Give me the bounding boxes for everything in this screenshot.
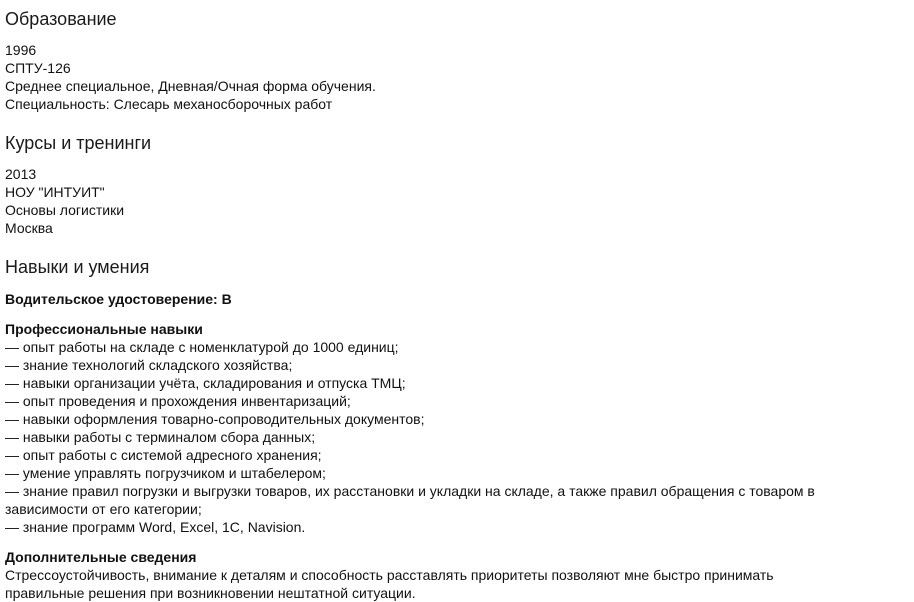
additional-info-heading: Дополнительные сведения [5, 549, 197, 565]
additional-info-text-line: правильные решения при возникновении нештатной ситуации. [5, 585, 416, 601]
additional-info-section [5, 548, 910, 602]
course-city: Москва [5, 220, 53, 236]
education-specialty: Специальность: Слесарь механосборочных работ [5, 96, 333, 112]
skill-item: — опыт работы с системой адресного хранения; [5, 447, 322, 463]
skill-item: — умение управлять погрузчиком и штабелером; [5, 465, 326, 481]
skill-item: — навыки оформления товарно-сопроводительных документов; [5, 411, 425, 427]
education-heading: Образование [5, 9, 117, 29]
education-section [5, 41, 376, 113]
education-year: 1996 [5, 42, 37, 58]
skill-item: зависимости от его категории; [5, 501, 202, 517]
skill-item: — навыки организации учёта, складирования и отпуска ТМЦ; [5, 375, 406, 391]
additional-info-text-line: Стрессоустойчивость, внимание к деталям и способность расставлять приоритеты позволяют мне быстро принимать [5, 567, 774, 583]
professional-skills-section [5, 320, 815, 536]
skill-item: — опыт работы на складе с номенклатурой до 1000 единиц; [5, 339, 399, 355]
skill-item: — навыки работы с терминалом сбора данных; [5, 429, 316, 445]
driver-license: Водительское удостоверение: B [5, 291, 232, 307]
skill-item: — знание правил погрузки и выгрузки товаров, их расстановки и укладки на складе, а также правил обращения с товаром в [5, 483, 815, 499]
skills-heading: Навыки и умения [5, 257, 150, 277]
course-name: Основы логистики [5, 202, 125, 218]
education-level: Среднее специальное, Дневная/Очная форма обучения. [5, 78, 376, 94]
skill-item: — опыт проведения и прохождения инвентаризаций; [5, 393, 351, 409]
course-provider: НОУ "ИНТУИТ" [5, 184, 105, 200]
education-institution: СПТУ-126 [5, 60, 71, 76]
skill-item: — знание технологий складского хозяйства; [5, 357, 293, 373]
skill-item: — знание программ Word, Excel, 1C, Navision. [5, 519, 306, 535]
courses-section [5, 165, 124, 237]
courses-heading: Курсы и тренинги [5, 133, 152, 153]
course-year: 2013 [5, 166, 37, 182]
professional-skills-heading: Профессиональные навыки [5, 321, 203, 337]
